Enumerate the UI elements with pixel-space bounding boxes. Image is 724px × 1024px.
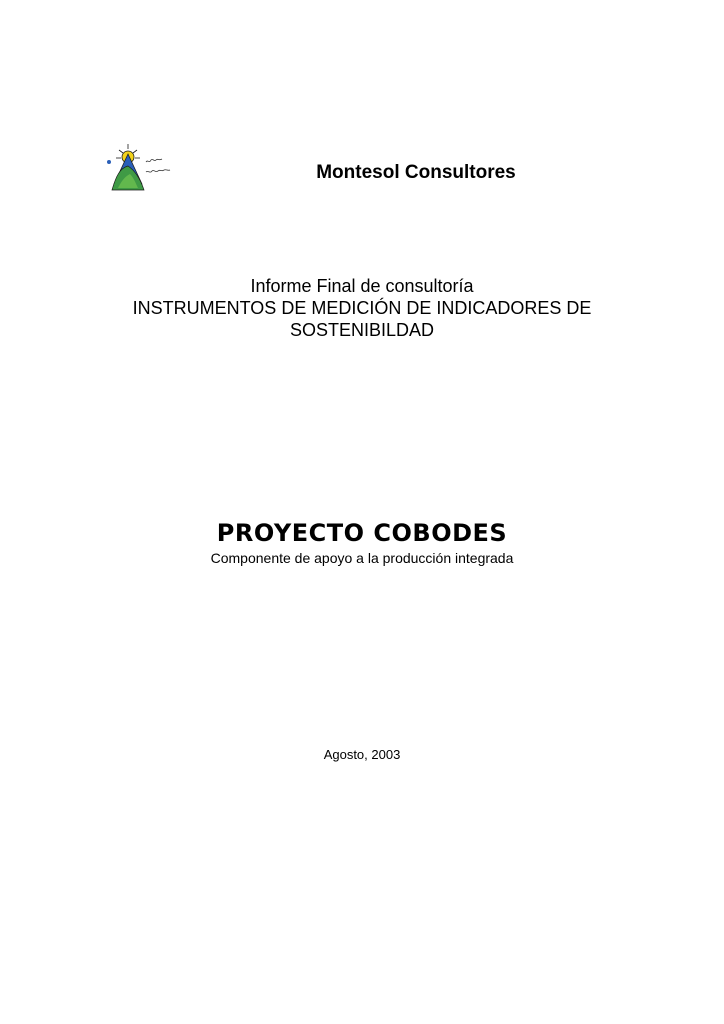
project-subtitle: Componente de apoyo a la producción integrada bbox=[210, 550, 514, 566]
company-name: Montesol Consultores bbox=[316, 162, 516, 183]
project-title: PROYECTO COBODES bbox=[216, 519, 508, 547]
company-logo bbox=[106, 140, 184, 196]
report-title-line1: INSTRUMENTOS DE MEDICIÓN DE INDICADORES DE bbox=[132, 298, 592, 318]
report-type: Informe Final de consultoría bbox=[250, 276, 474, 296]
report-title-block bbox=[60, 275, 664, 341]
mountain-sun-logo-icon bbox=[106, 140, 184, 196]
report-date: Agosto, 2003 bbox=[323, 747, 401, 762]
report-title-line2: SOSTENIBILDAD bbox=[289, 320, 435, 340]
